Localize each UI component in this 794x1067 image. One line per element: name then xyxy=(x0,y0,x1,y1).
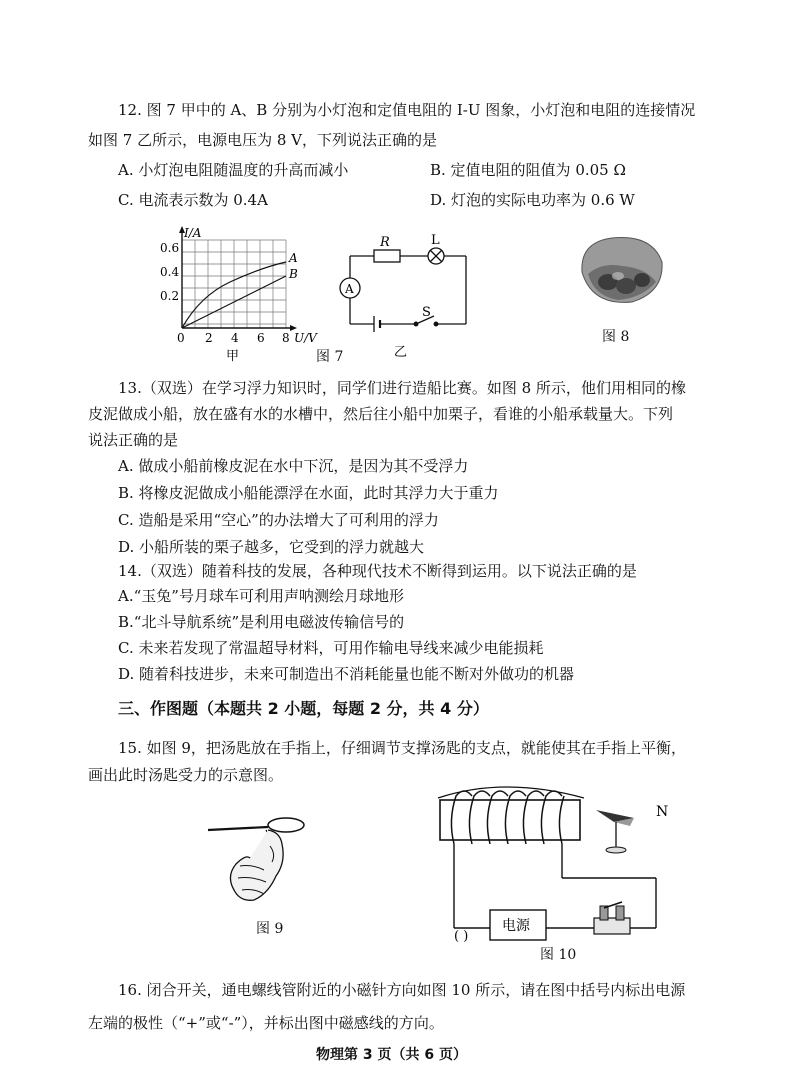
compass-needle-icon xyxy=(596,810,634,853)
fig7-circuit-caption: 乙 xyxy=(394,345,408,360)
needle-n-label: N xyxy=(656,804,669,820)
ammeter-label: A xyxy=(345,282,354,296)
x-tick-6: 6 xyxy=(257,331,265,345)
page-footer: 物理第 3 页（共 6 页） xyxy=(316,1047,467,1063)
q12-option-d: D. 灯泡的实际电功率为 0.6 W xyxy=(430,191,635,209)
q14-option-c: C. 未来若发现了常温超导材料，可用作输电导线来减少电能损耗 xyxy=(118,639,544,657)
q13-line1: 13.（双选）在学习浮力知识时，同学们进行造船比赛。如图 8 所示，他们用相同的橡 xyxy=(118,379,686,397)
lamp-label: L xyxy=(431,233,440,248)
y-tick-0.2: 0.2 xyxy=(160,289,180,303)
q15-line2: 画出此时汤匙受力的示意图。 xyxy=(88,766,284,784)
x-tick-4: 4 xyxy=(231,331,239,345)
y-tick-0.4: 0.4 xyxy=(160,265,180,279)
fig10-caption: 图 10 xyxy=(540,947,577,963)
resistor-symbol xyxy=(374,250,400,262)
q14-option-b: B.“北斗导航系统”是利用电磁波传输信号的 xyxy=(118,613,405,631)
y-axis-label: I/A xyxy=(184,226,202,240)
fig8-caption: 图 8 xyxy=(602,329,630,345)
x-tick-2: 2 xyxy=(205,331,213,345)
fig7-graph xyxy=(160,226,330,366)
y-tick-0.6: 0.6 xyxy=(160,241,180,255)
q13-line2: 皮泥做成小船，放在盛有水的水槽中，然后往小船中加栗子，看谁的小船承载量大。下列 xyxy=(88,405,674,423)
q14-option-d: D. 随着科技进步，未来可制造出不消耗能量也能不断对外做功的机器 xyxy=(118,665,575,683)
fig9-caption: 图 9 xyxy=(256,921,284,937)
q15-line1: 15. 如图 9，把汤匙放在手指上，仔细调节支撑汤匙的支点，就能使其在手指上平衡， xyxy=(118,739,686,757)
q13-option-a: A. 做成小船前橡皮泥在水中下沉，是因为其不受浮力 xyxy=(118,457,469,475)
x-tick-8: 8 xyxy=(282,331,290,345)
curve-a-label: A xyxy=(289,251,298,265)
q14-line1: 14.（双选）随着科技的发展，各种现代技术不断得到运用。以下说法正确的是 xyxy=(118,562,637,580)
resistor-label: R xyxy=(380,235,390,250)
power-source-label: 电源 xyxy=(502,918,530,934)
fig7-caption: 图 7 xyxy=(316,349,344,365)
q13-option-d: D. 小船所装的栗子越多，它受到的浮力就越大 xyxy=(118,538,425,556)
q12-line1: 12. 图 7 甲中的 A、B 分别为小灯泡和定值电阻的 I-U 图象，小灯泡和电阻的连接情况 xyxy=(118,101,696,119)
hand xyxy=(230,830,283,900)
x-tick-0: 0 xyxy=(177,331,185,345)
fig7-circuit xyxy=(334,232,474,362)
spoon-bowl xyxy=(268,818,304,832)
q13-line3: 说法正确的是 xyxy=(88,431,179,449)
q14-option-a: A.“玉兔”号月球车可利用声呐测绘月球地形 xyxy=(118,587,404,605)
fig7-graph-caption: 甲 xyxy=(226,349,240,364)
q12-line2: 如图 7 乙所示，电源电压为 8 V，下列说法正确的是 xyxy=(88,131,437,149)
q13-option-c: C. 造船是采用“空心”的办法增大了可利用的浮力 xyxy=(118,511,439,529)
q12-option-c: C. 电流表示数为 0.4A xyxy=(118,191,268,209)
q16-line2: 左端的极性（“+”或“-”），并标出图中磁感线的方向。 xyxy=(88,1014,444,1032)
curve-b-label: B xyxy=(289,267,298,281)
fig10-solenoid-circuit xyxy=(434,782,669,944)
q16-line1: 16. 闭合开关，通电螺线管附近的小磁针方向如图 10 所示，请在图中括号内标出电源 xyxy=(118,981,686,999)
switch-icon xyxy=(594,902,630,934)
q12-option-b: B. 定值电阻的阻值为 0.05 Ω xyxy=(430,161,626,179)
q12-option-a: A. 小灯泡电阻随温度的升高而减小 xyxy=(118,161,349,179)
switch-label: S xyxy=(422,305,431,320)
fig8-boat-photo xyxy=(572,232,668,312)
q13-option-b: B. 将橡皮泥做成小船能漂浮在水面，此时其浮力大于重力 xyxy=(118,484,499,502)
section3-title: 三、作图题（本题共 2 小题，每题 2 分，共 4 分） xyxy=(118,699,489,718)
fig9-spoon-illustration xyxy=(206,810,316,910)
spoon-handle xyxy=(208,827,268,830)
x-axis-label: U/V xyxy=(294,331,317,345)
polarity-bracket: ( ) xyxy=(454,929,469,944)
